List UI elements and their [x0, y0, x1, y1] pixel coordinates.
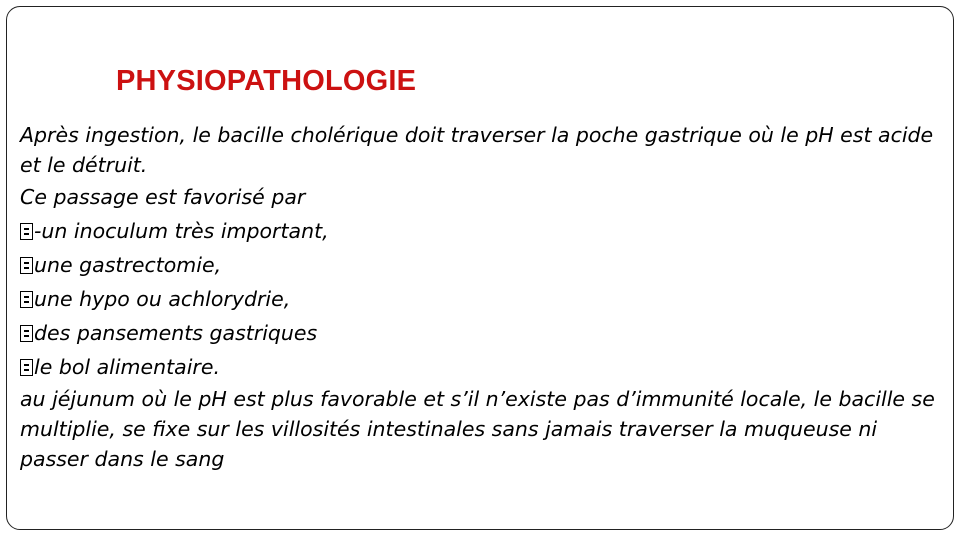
favor-intro: Ce passage est favorisé par	[20, 185, 306, 209]
factor-item	[20, 350, 940, 384]
slide-title: PHYSIOPATHOLOGIE	[116, 65, 417, 97]
factor-text: le bol alimentaire.	[34, 355, 220, 379]
factor-text: des pansements gastriques	[34, 321, 318, 345]
unknown-char-box-icon	[20, 359, 33, 376]
unknown-char-box-icon	[20, 325, 33, 342]
unknown-char-box-icon	[20, 223, 33, 240]
unknown-char-box-icon	[20, 257, 33, 274]
intro-paragraph: Après ingestion, le bacille cholérique doit traverser la poche gastrique où le pH est acide et le détruit.	[20, 123, 934, 177]
factor-item	[20, 282, 940, 316]
factor-text: une gastrectomie,	[34, 253, 222, 277]
factor-item	[20, 214, 940, 248]
factor-item	[20, 316, 940, 350]
slide-body	[20, 120, 940, 474]
factor-text: -un inoculum très important,	[34, 219, 329, 243]
factor-item	[20, 248, 940, 282]
unknown-char-box-icon	[20, 291, 33, 308]
factor-text: une hypo ou achlorydrie,	[34, 287, 291, 311]
conclusion-paragraph: au jéjunum où le pH est plus favorable et s’il n’existe pas d’immunité locale, le bacille se multiplie, se fixe sur les villosités intestinales sans jamais traverser la muqueuse ni passer dans le sang	[20, 387, 935, 471]
